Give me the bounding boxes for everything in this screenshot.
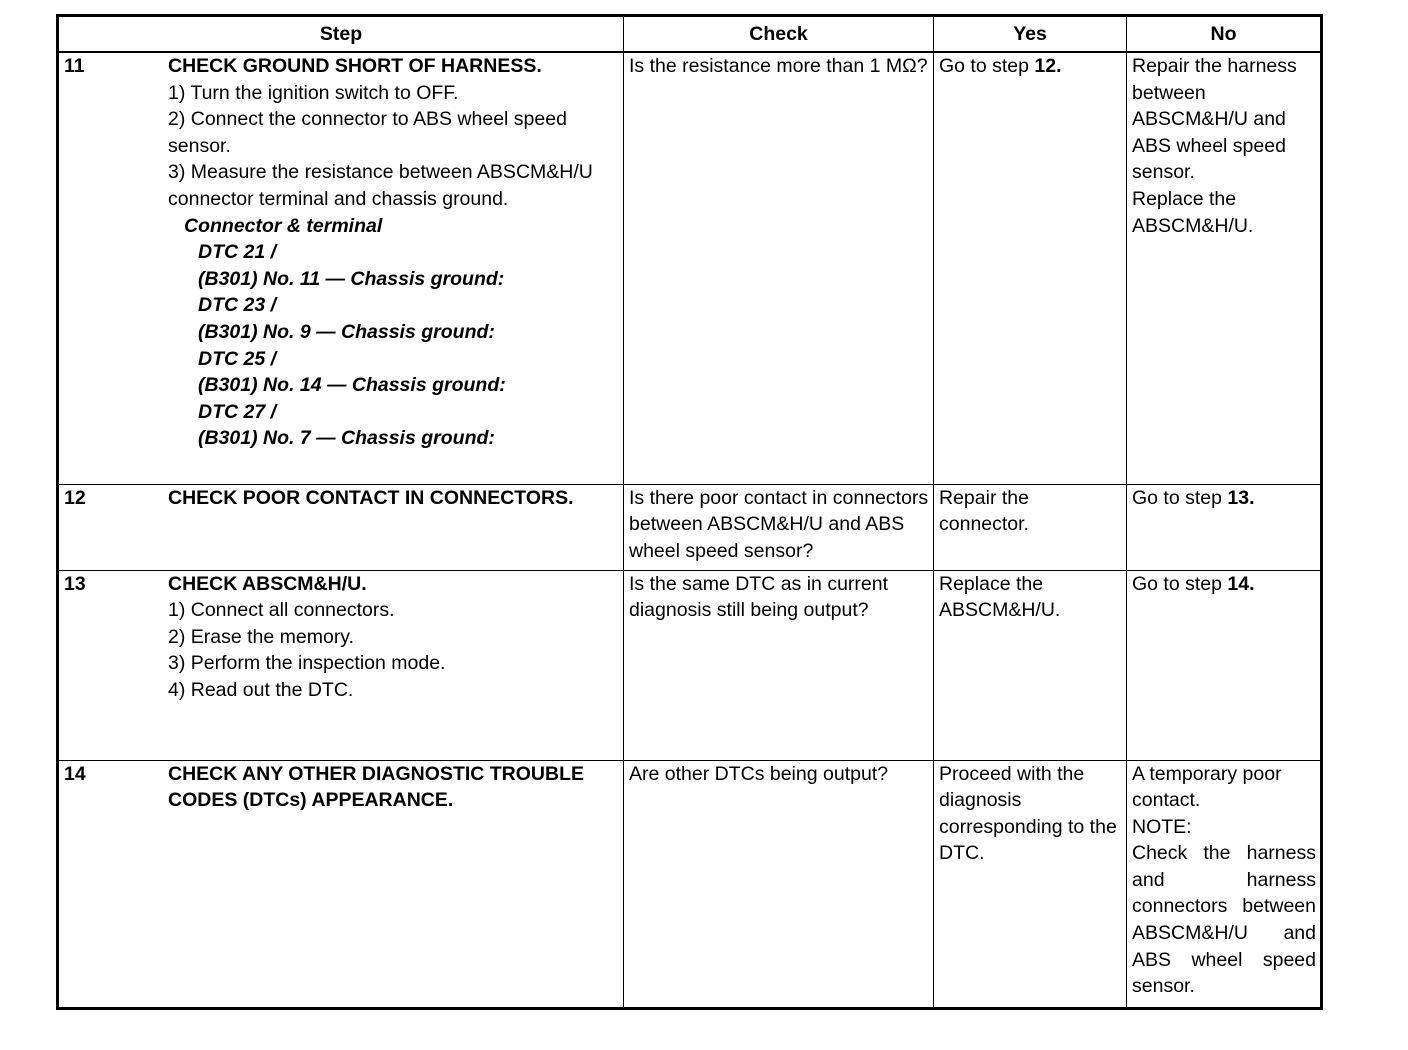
- header-check: Check: [624, 16, 934, 53]
- no-step-ref: 14.: [1227, 572, 1255, 595]
- connector-line: (B301) No. 14 — Chassis ground:: [198, 374, 506, 397]
- header-step: Step: [58, 16, 624, 53]
- step-cell: [58, 760, 624, 1008]
- check-cell: Is the resistance more than 1 MΩ?: [624, 52, 934, 484]
- step-number: 13: [64, 572, 86, 595]
- yes-cell: [934, 52, 1127, 484]
- substep: 2) Connect the connector to ABS wheel speed sensor.: [168, 108, 567, 157]
- substep: 1) Connect all connectors.: [168, 599, 395, 622]
- header-no: No: [1127, 16, 1322, 53]
- check-cell: Is there poor contact in connectors between ABSCM&H/U and ABS wheel speed sensor?: [624, 484, 934, 570]
- check-cell: Is the same DTC as in current diagnosis still being output?: [624, 570, 934, 760]
- substep: 2) Erase the memory.: [168, 625, 355, 648]
- header-yes: Yes: [934, 16, 1127, 53]
- check-cell: Are other DTCs being output?: [624, 760, 934, 1008]
- no-text: Go to step: [1132, 486, 1228, 509]
- no-cell: [1127, 484, 1322, 570]
- diagnostic-table: [56, 14, 1323, 1010]
- connector-line: DTC 21 /: [198, 241, 277, 264]
- connector-line: DTC 27 /: [198, 400, 277, 423]
- connector-line: DTC 23 /: [198, 294, 277, 317]
- no-extra-text: Replace the ABSCM&H/U.: [1132, 187, 1254, 237]
- no-cell: [1127, 760, 1322, 1008]
- no-cell: [1127, 52, 1322, 484]
- yes-cell: Proceed with the diagnosis corresponding to the DTC.: [934, 760, 1127, 1008]
- connector-line: (B301) No. 7 — Chassis ground:: [198, 427, 495, 450]
- substep: 1) Turn the ignition switch to OFF.: [168, 81, 459, 104]
- step-cell: [58, 52, 624, 484]
- no-text: Repair the harness between ABSCM&H/U and ABS wheel speed sensor.: [1132, 55, 1297, 184]
- substep: 4) Read out the DTC.: [168, 678, 354, 701]
- no-step-ref: 13.: [1227, 486, 1255, 509]
- substep: 3) Measure the resistance between ABSCM&H/U connector terminal and chassis ground.: [168, 161, 593, 210]
- connector-line: (B301) No. 9 — Chassis ground:: [198, 320, 495, 343]
- table-row-step-11: [58, 52, 1322, 484]
- yes-cell: Replace the ABSCM&H/U.: [934, 570, 1127, 760]
- step-number: 14: [64, 762, 86, 785]
- step-title: CHECK GROUND SHORT OF HARNESS.: [168, 55, 542, 77]
- step-title: CHECK ABSCM&H/U.: [168, 572, 367, 595]
- step-cell: [58, 484, 624, 570]
- step-title: CHECK POOR CONTACT IN CONNECTORS.: [168, 486, 574, 509]
- connector-line: DTC 25 /: [198, 347, 277, 370]
- table-row-step-13: [58, 570, 1322, 760]
- connector-heading: Connector & terminal: [184, 214, 383, 237]
- header-row: [58, 16, 1322, 53]
- yes-cell: Repair the connector.: [934, 484, 1127, 570]
- step-number: 12: [64, 486, 86, 509]
- step-cell: [58, 570, 624, 760]
- note-text: Check the harness and harness connectors between ABSCM&H/U and ABS wheel speed sensor.: [1132, 842, 1316, 998]
- table-row-step-14: [58, 760, 1322, 1008]
- connector-line: (B301) No. 11 — Chassis ground:: [198, 267, 505, 290]
- yes-text: Go to step: [939, 55, 1035, 77]
- no-text: A temporary poor contact.: [1132, 762, 1282, 812]
- no-text: Go to step: [1132, 572, 1228, 595]
- no-cell: [1127, 570, 1322, 760]
- table-row-step-12: [58, 484, 1322, 570]
- yes-step-ref: 12.: [1034, 55, 1062, 77]
- step-title: CHECK ANY OTHER DIAGNOSTIC TROUBLE CODES (DTCs) APPEARANCE.: [168, 762, 585, 812]
- note-label: NOTE:: [1132, 815, 1192, 838]
- substep: 3) Perform the inspection mode.: [168, 652, 446, 675]
- step-number: 11: [64, 55, 85, 77]
